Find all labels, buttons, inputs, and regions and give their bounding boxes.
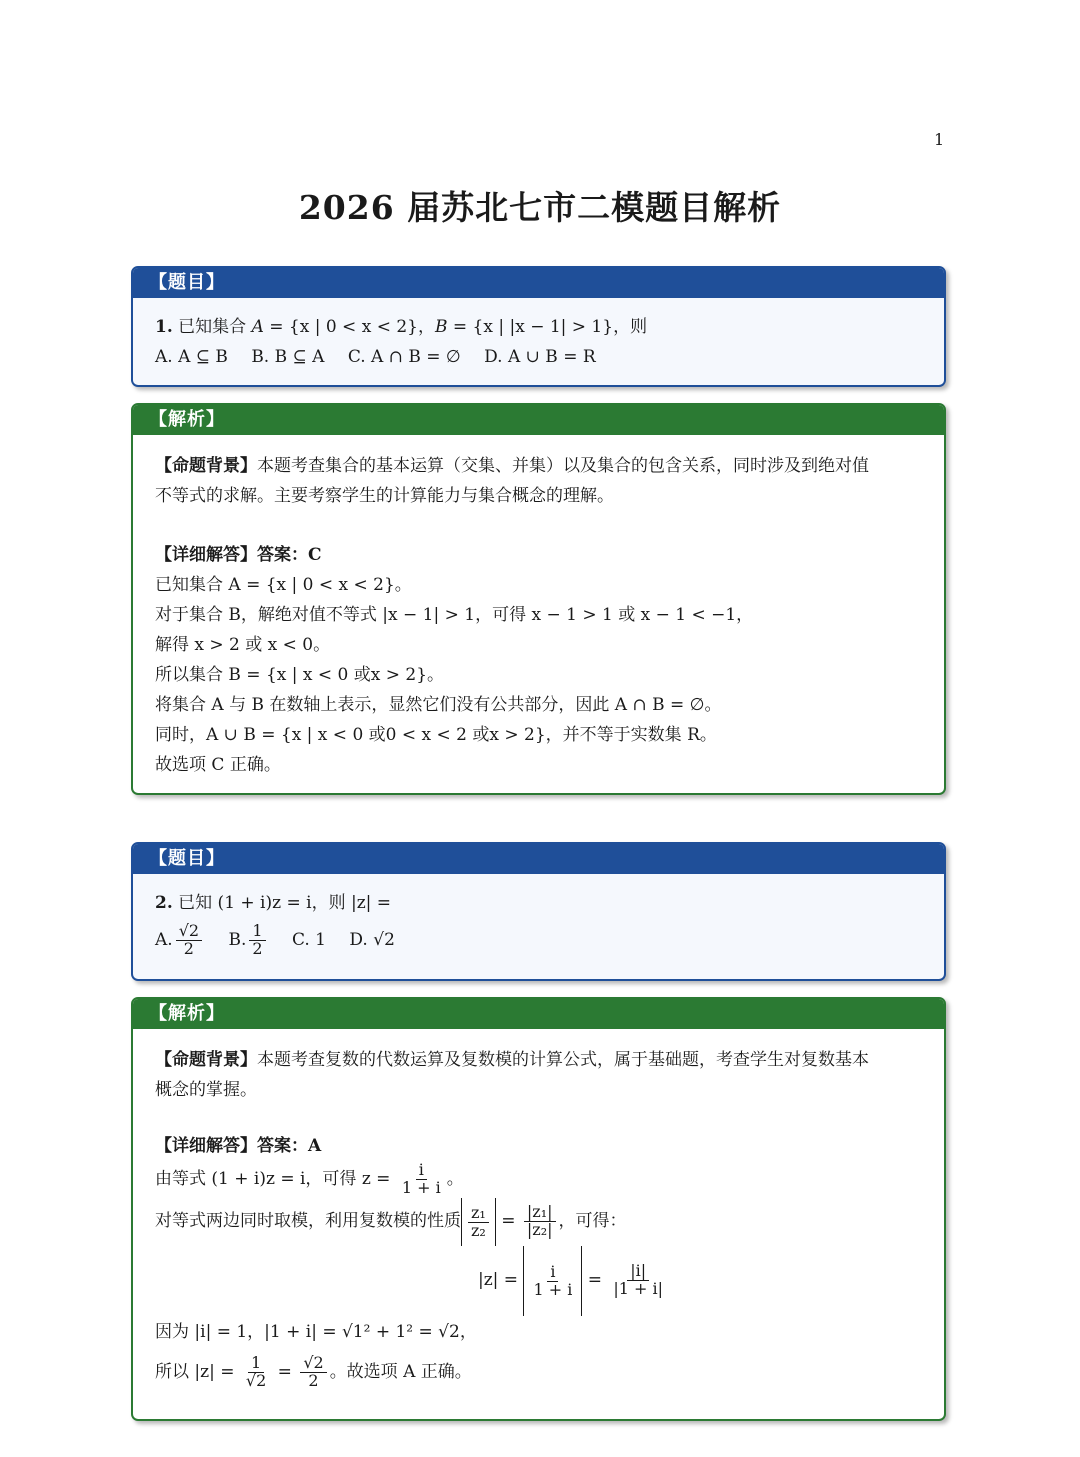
background-text-1: 本题考查复数的代数运算及复数模的计算公式，属于基础题，考查学生对复数基本: [257, 1050, 869, 1070]
equals-sign: =: [272, 1362, 298, 1382]
numerator: √2: [176, 923, 202, 941]
analysis-1-box: [131, 403, 946, 795]
question-1-options: [155, 342, 922, 372]
option-a-label: A.: [155, 930, 173, 950]
solution-text: 。故选项 A 正确。: [329, 1362, 472, 1382]
denominator: |1 + i|: [613, 1279, 664, 1298]
numerator: 1: [249, 923, 265, 941]
solution-text: 由等式 (1 + i)z = i，可得 z =: [155, 1169, 396, 1189]
question-1-box: [131, 266, 946, 387]
set-a-definition: = {x | 0 < x < 2}，: [263, 317, 435, 337]
document-title: 2026 届苏北七市二模题目解析: [298, 188, 782, 227]
modulus-fraction: [524, 1204, 556, 1239]
solution-line: 故选项 C 正确。: [155, 755, 281, 775]
option-c: C. 1: [291, 930, 326, 950]
set-b-definition: = {x | |x − 1| > 1}，则: [447, 317, 648, 337]
solution-text: 。: [446, 1169, 464, 1189]
equation-fraction-1: [530, 1261, 575, 1299]
denominator: 2: [308, 1371, 319, 1390]
background-line-1: [155, 1045, 922, 1075]
set-b-symbol: B: [434, 317, 448, 337]
option-b-fraction: [249, 923, 265, 958]
solution-text: 所以 |z| =: [155, 1362, 240, 1382]
modulus-bars: [461, 1198, 496, 1246]
denominator: z₂: [471, 1220, 486, 1240]
solution-line: 解得 x > 2 或 x < 0。: [155, 635, 331, 655]
solution-line: 已知集合 A = {x | 0 < x < 2}。: [155, 575, 412, 595]
denominator: 2: [183, 939, 194, 958]
result-fraction-2: [300, 1355, 326, 1390]
background-line-2: 不等式的求解。主要考察学生的计算能力与集合概念的理解。: [155, 486, 614, 506]
solution-line: 同时，A ∪ B = {x | x < 0 或0 < x < 2 或x > 2}，并不等于实数集 R。: [155, 725, 717, 745]
background-label: 【命题背景】: [155, 1050, 257, 1070]
background-label: 【命题背景】: [155, 456, 257, 476]
option-d: D. √2: [349, 930, 395, 950]
option-c: C. A ∩ B = ∅: [347, 347, 461, 367]
solution-line: 对于集合 B，解绝对值不等式 |x − 1| > 1，可得 x − 1 > 1 或 x − 1 < −1，: [155, 605, 754, 625]
display-equation: [225, 1245, 922, 1315]
solution-line-2: [155, 1197, 922, 1245]
option-b-label: B.: [228, 930, 247, 950]
question-2-stem: [155, 888, 922, 918]
question-2-options: [155, 918, 922, 962]
question-1-stem: [155, 312, 922, 342]
option-a: [155, 918, 205, 962]
quotient-fraction: [468, 1202, 489, 1240]
set-a-symbol: A: [251, 317, 264, 337]
question-1-stem-text: 已知集合: [178, 317, 252, 337]
analysis-2-box: [131, 997, 946, 1421]
equation-fraction-2: [610, 1263, 666, 1298]
answer-label: 【详细解答】答案：A: [155, 1136, 322, 1156]
background-text-1: 本题考查集合的基本运算（交集、并集）以及集合的包含关系，同时涉及到绝对值: [257, 456, 869, 476]
numerator: |z₁|: [524, 1204, 556, 1222]
numerator: i: [416, 1162, 427, 1180]
numerator: i: [547, 1264, 558, 1282]
option-a: A. A ⊆ B: [155, 347, 228, 367]
background-line-2: 概念的掌握。: [155, 1080, 257, 1100]
question-1-header: 【题目】: [133, 268, 944, 298]
question-2-number: 2.: [155, 893, 173, 913]
page-number: 1: [934, 130, 945, 149]
option-d: D. A ∪ B = R: [484, 347, 596, 367]
z-fraction: [399, 1162, 444, 1197]
background-line-1: [155, 451, 922, 481]
equals-sign: =: [582, 1270, 608, 1290]
option-a-fraction: [176, 923, 202, 958]
equation-lhs: |z| =: [477, 1270, 524, 1290]
solution-line-1: [155, 1161, 922, 1197]
numerator: 1: [248, 1355, 264, 1373]
analysis-1-header: 【解析】: [133, 405, 944, 435]
question-2-stem-text: 已知 (1 + i)z = i，则 |z| =: [178, 893, 392, 913]
solution-line: 所以集合 B = {x | x < 0 或x > 2}。: [155, 665, 445, 685]
question-2-header: 【题目】: [133, 844, 944, 874]
solution-text: 对等式两边同时取模，利用复数模的性质: [155, 1211, 461, 1231]
solution-line-3: 因为 |i| = 1，|1 + i| = √1² + 1² = √2，: [155, 1322, 477, 1342]
answer-label: 【详细解答】答案：C: [155, 545, 322, 565]
option-b: B. B ⊆ A: [251, 347, 325, 367]
denominator: √2: [245, 1371, 267, 1390]
analysis-2-header: 【解析】: [133, 999, 944, 1029]
denominator: |z₂|: [526, 1220, 553, 1239]
question-1-number: 1.: [155, 317, 173, 337]
equals-sign: =: [495, 1211, 521, 1231]
solution-text: ，可得：: [558, 1211, 627, 1231]
result-fraction-1: [243, 1355, 269, 1390]
numerator: |i|: [627, 1263, 649, 1281]
solution-line: 将集合 A 与 B 在数轴上表示，显然它们没有公共部分，因此 A ∩ B = ∅。: [155, 695, 722, 715]
question-2-box: [131, 842, 946, 981]
denominator: 2: [252, 939, 263, 958]
denominator: 1 + i: [533, 1279, 573, 1299]
solution-line-4: [155, 1349, 922, 1395]
denominator: 1 + i: [401, 1178, 441, 1197]
numerator: z₁: [468, 1205, 489, 1223]
modulus-bars: [523, 1246, 582, 1316]
option-b: [228, 918, 268, 962]
numerator: √2: [300, 1355, 326, 1373]
